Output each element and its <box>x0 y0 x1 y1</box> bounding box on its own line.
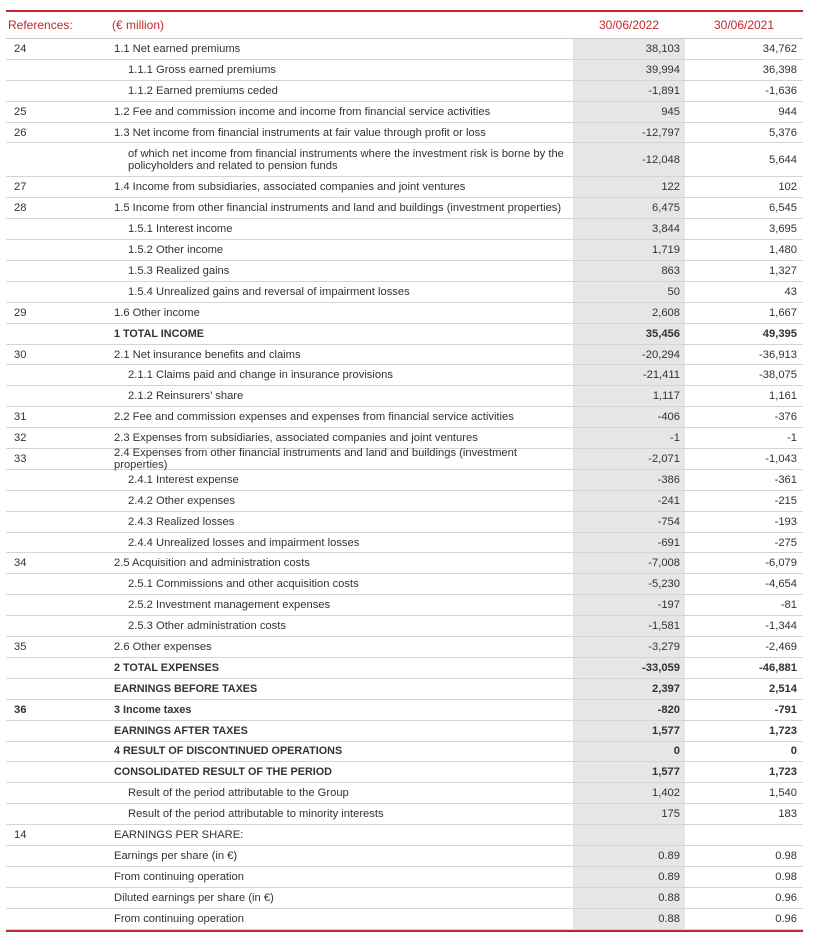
row-label: EARNINGS BEFORE TAXES <box>114 682 258 695</box>
table-row <box>6 595 803 616</box>
row-label: 3 Income taxes <box>114 703 192 716</box>
table-row <box>6 491 803 512</box>
row-label: 2.5.3 Other administration costs <box>128 620 286 633</box>
table-row <box>6 303 803 324</box>
income-statement-table <box>6 10 803 932</box>
table-row <box>6 282 803 303</box>
row-value-2022: -12,797 <box>573 123 685 143</box>
row-label: 1.1.2 Earned premiums ceded <box>128 84 278 97</box>
row-reference: 27 <box>14 181 27 194</box>
table-row <box>6 762 803 783</box>
row-value-2022: -406 <box>573 407 685 427</box>
row-reference: 25 <box>14 105 27 118</box>
row-label: 2.1 Net insurance benefits and claims <box>114 348 301 361</box>
table-body <box>6 39 803 930</box>
row-value-2022: -1 <box>573 428 685 448</box>
row-reference: 35 <box>14 640 27 653</box>
row-label: Result of the period attributable to minority interests <box>128 808 384 821</box>
row-reference: 36 <box>14 703 27 716</box>
table-row <box>6 365 803 386</box>
table-row <box>6 533 803 554</box>
row-value-2022: 0.88 <box>573 909 685 929</box>
row-label: EARNINGS AFTER TAXES <box>114 724 248 737</box>
table-row <box>6 742 803 763</box>
row-value-2022: -21,411 <box>573 365 685 385</box>
table-row <box>6 446 803 471</box>
row-value-2022: -820 <box>573 700 685 720</box>
table-row <box>6 386 803 407</box>
row-label: EARNINGS PER SHARE: <box>114 829 244 841</box>
table-row <box>6 616 803 637</box>
row-value-2022: 0 <box>573 742 685 762</box>
table-row <box>6 700 803 721</box>
row-value-2021: -2,469 <box>765 640 797 653</box>
row-value-2021: 1,480 <box>769 244 797 257</box>
row-value-2022: 1,117 <box>573 386 685 406</box>
row-value-2021: 2,514 <box>769 682 797 695</box>
row-reference: 31 <box>14 411 27 424</box>
row-reference: 34 <box>14 557 27 570</box>
header-references: References: <box>8 18 73 32</box>
row-reference: 33 <box>14 452 27 465</box>
row-label: Result of the period attributable to the Group <box>128 787 349 800</box>
row-value-2022: 863 <box>573 261 685 281</box>
row-label: 1.5 Income from other financial instruments and land and buildings (investment properties) <box>114 202 562 215</box>
row-value-2021: 1,723 <box>769 724 797 737</box>
row-value-2021: -791 <box>774 703 797 716</box>
row-value-2022: 38,103 <box>573 39 685 59</box>
row-value-2021: 5,644 <box>769 153 797 166</box>
row-value-2021: 0 <box>790 745 797 758</box>
row-value-2021: -4,654 <box>765 578 797 591</box>
row-label: 2.1.1 Claims paid and change in insurance provisions <box>128 369 393 382</box>
table-row <box>6 846 803 867</box>
table-row <box>6 407 803 428</box>
row-label: 1.1.1 Gross earned premiums <box>128 63 276 76</box>
row-label: 2.1.2 Reinsurers’ share <box>128 390 244 403</box>
row-value-2022: 1,402 <box>573 783 685 803</box>
row-value-2021: -361 <box>774 473 797 486</box>
row-value-2022: 2,397 <box>573 679 685 699</box>
row-value-2021: -275 <box>774 536 797 549</box>
row-value-2021: -46,881 <box>759 661 797 674</box>
table-row <box>6 783 803 804</box>
row-value-2021: 6,545 <box>769 202 797 215</box>
row-value-2022: -1,891 <box>573 81 685 101</box>
row-value-2022: 3,844 <box>573 219 685 239</box>
row-value-2021: 36,398 <box>762 63 797 76</box>
row-value-2021: 34,762 <box>762 42 797 55</box>
row-value-2022: 0.89 <box>573 867 685 887</box>
row-label: 1.5.2 Other income <box>128 244 224 257</box>
row-value-2021: -215 <box>774 494 797 507</box>
row-value-2022: 1,577 <box>573 721 685 741</box>
row-value-2021: 5,376 <box>769 126 797 139</box>
row-value-2022: -1,581 <box>573 616 685 636</box>
row-value-2022 <box>573 825 685 845</box>
row-value-2021: 0.96 <box>775 891 797 904</box>
row-label: From continuing operation <box>114 912 244 925</box>
table-row <box>6 177 803 198</box>
row-value-2022: -754 <box>573 512 685 532</box>
row-value-2021: -6,079 <box>765 557 797 570</box>
row-value-2022: -5,230 <box>573 574 685 594</box>
row-value-2021: 1,540 <box>769 787 797 800</box>
table-row <box>6 324 803 345</box>
row-value-2021: 183 <box>778 808 797 821</box>
row-value-2021: 1,161 <box>769 390 797 403</box>
table-row <box>6 721 803 742</box>
row-label: 1.2 Fee and commission income and income from financial service activities <box>114 105 491 118</box>
row-value-2021: -376 <box>774 411 797 424</box>
row-value-2021: -81 <box>780 599 797 612</box>
row-value-2022: 2,608 <box>573 303 685 323</box>
table-row <box>6 679 803 700</box>
row-value-2021: -1,043 <box>765 452 797 465</box>
header-col-2021: 30/06/2021 <box>713 18 775 32</box>
row-reference: 14 <box>14 829 27 841</box>
row-value-2021 <box>685 825 803 845</box>
row-value-2021: 0.98 <box>775 870 797 883</box>
row-value-2022: 39,994 <box>573 60 685 80</box>
row-reference: 26 <box>14 126 27 139</box>
table-row <box>6 240 803 261</box>
table-row <box>6 102 803 123</box>
row-value-2022: -33,059 <box>573 658 685 678</box>
table-row <box>6 123 803 144</box>
row-value-2022: 122 <box>573 177 685 197</box>
table-row <box>6 39 803 60</box>
row-value-2021: 0.96 <box>775 912 797 925</box>
table-row <box>6 867 803 888</box>
table-row <box>6 143 803 177</box>
row-value-2021: -38,075 <box>759 369 797 382</box>
table-row <box>6 553 803 574</box>
table-row <box>6 428 803 449</box>
table-row <box>6 637 803 658</box>
row-value-2022: 6,475 <box>573 198 685 218</box>
table-row <box>6 658 803 679</box>
table-row <box>6 81 803 102</box>
row-value-2021: 944 <box>778 105 797 118</box>
row-reference: 28 <box>14 202 27 215</box>
row-label: 2.4 Expenses from other financial instruments and land and buildings (investment properties) <box>114 446 517 471</box>
row-label: 2.4.1 Interest expense <box>128 473 239 486</box>
row-value-2021: 0.98 <box>775 849 797 862</box>
table-row <box>6 825 803 846</box>
row-value-2021: 43 <box>784 285 797 298</box>
row-label: 1.6 Other income <box>114 306 200 319</box>
row-label: 2.6 Other expenses <box>114 640 212 653</box>
row-label: CONSOLIDATED RESULT OF THE PERIOD <box>114 766 332 779</box>
row-label: 2.5 Acquisition and administration costs <box>114 557 310 570</box>
table-row <box>6 804 803 825</box>
table-header <box>6 12 803 39</box>
row-value-2022: -12,048 <box>573 143 685 176</box>
table-row <box>6 888 803 909</box>
row-value-2021: -36,913 <box>759 348 797 361</box>
row-value-2022: -7,008 <box>573 553 685 573</box>
row-label: of which net income from financial instruments where the investment risk is borne by the policyholders and related to pension funds <box>128 147 564 172</box>
row-label: 1 TOTAL INCOME <box>114 327 204 340</box>
row-value-2021: -193 <box>774 515 797 528</box>
row-label: 1.1 Net earned premiums <box>114 42 241 55</box>
row-value-2022: 35,456 <box>573 324 685 344</box>
bottom-rule <box>6 930 803 932</box>
row-label: 1.5.1 Interest income <box>128 223 233 236</box>
row-value-2022: 945 <box>573 102 685 122</box>
table-row <box>6 512 803 533</box>
row-label: 1.4 Income from subsidiaries, associated companies and joint ventures <box>114 181 466 194</box>
row-label: 2.4.4 Unrealized losses and impairment losses <box>128 536 360 549</box>
row-label: 2.4.2 Other expenses <box>128 494 235 507</box>
header-unit: (€ million) <box>112 18 165 32</box>
row-value-2021: 49,395 <box>762 327 797 340</box>
table-row <box>6 198 803 219</box>
table-row <box>6 909 803 930</box>
row-value-2022: 0.88 <box>573 888 685 908</box>
row-value-2021: 102 <box>778 181 797 194</box>
row-label: 4 RESULT OF DISCONTINUED OPERATIONS <box>114 745 343 758</box>
row-label: 2 TOTAL EXPENSES <box>114 661 220 674</box>
row-reference: 30 <box>14 348 27 361</box>
row-value-2022: 1,577 <box>573 762 685 782</box>
table-row <box>6 219 803 240</box>
row-label: 1.5.4 Unrealized gains and reversal of impairment losses <box>128 285 410 298</box>
row-value-2022: 1,719 <box>573 240 685 260</box>
row-value-2022: 50 <box>573 282 685 302</box>
row-value-2022: 0.89 <box>573 846 685 866</box>
row-value-2021: 1,327 <box>769 264 797 277</box>
row-reference: 29 <box>14 306 27 319</box>
table-row <box>6 60 803 81</box>
row-value-2022: -197 <box>573 595 685 615</box>
row-value-2021: 1,723 <box>769 766 797 779</box>
row-value-2021: 1,667 <box>769 306 797 319</box>
row-value-2022: -2,071 <box>573 449 685 469</box>
row-label: 2.4.3 Realized losses <box>128 515 235 528</box>
header-col-2022: 30/06/2022 <box>598 18 660 32</box>
row-value-2021: -1 <box>787 432 797 445</box>
row-label: 2.3 Expenses from subsidiaries, associated companies and joint ventures <box>114 432 478 445</box>
row-reference: 24 <box>14 42 27 55</box>
row-value-2022: -241 <box>573 491 685 511</box>
row-value-2021: 3,695 <box>769 223 797 236</box>
table-row <box>6 345 803 366</box>
row-label: Diluted earnings per share (in €) <box>114 891 274 904</box>
row-value-2021: -1,344 <box>765 620 797 633</box>
row-value-2022: 175 <box>573 804 685 824</box>
row-label: 2.5.2 Investment management expenses <box>128 599 331 612</box>
table-row <box>6 470 803 491</box>
row-label: From continuing operation <box>114 870 244 883</box>
table-row <box>6 261 803 282</box>
row-value-2022: -3,279 <box>573 637 685 657</box>
row-label: 1.5.3 Realized gains <box>128 264 230 277</box>
row-value-2021: -1,636 <box>765 84 797 97</box>
row-value-2022: -691 <box>573 533 685 553</box>
row-label: 1.3 Net income from financial instruments at fair value through profit or loss <box>114 126 486 139</box>
row-value-2022: -20,294 <box>573 345 685 365</box>
row-label: Earnings per share (in €) <box>114 849 238 862</box>
row-label: 2.5.1 Commissions and other acquisition costs <box>128 578 359 591</box>
row-value-2022: -386 <box>573 470 685 490</box>
row-reference: 32 <box>14 432 27 445</box>
row-label: 2.2 Fee and commission expenses and expenses from financial service activities <box>114 411 514 424</box>
table-row <box>6 574 803 595</box>
